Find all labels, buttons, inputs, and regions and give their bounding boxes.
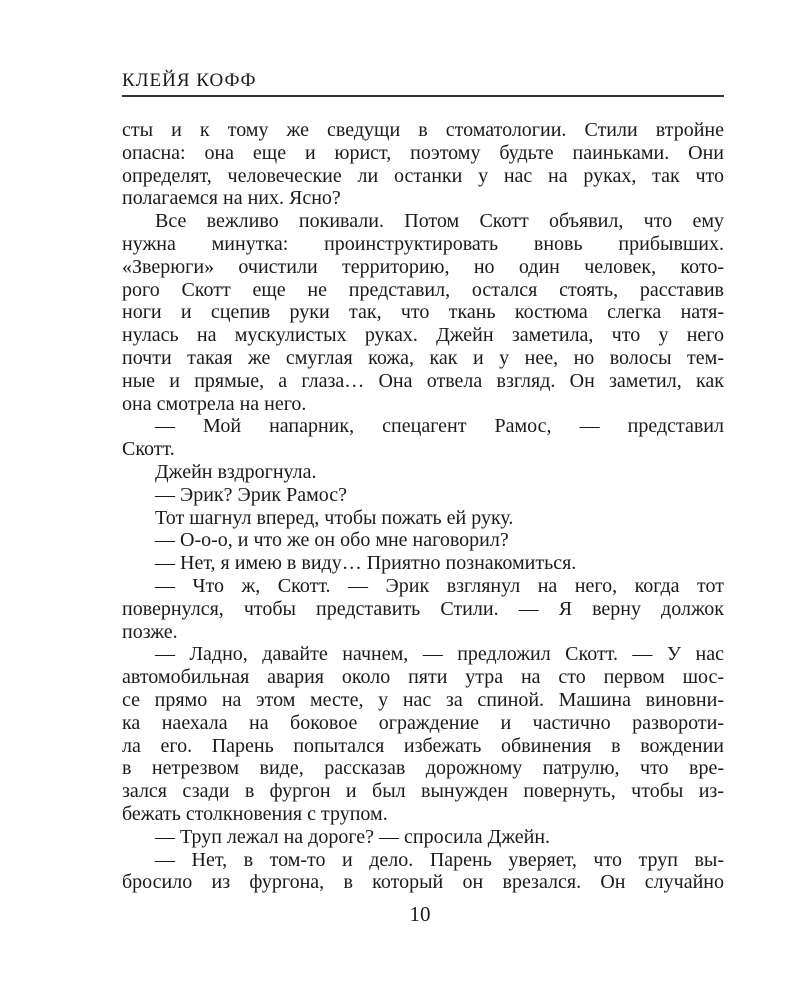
text-line: нулась на мускулистых руках. Джейн заметила, что у него (122, 324, 724, 347)
text-line: зался сзади в фургон и был вынужден повернуть, чтобы из- (122, 780, 724, 803)
text-line: ные и прямые, а глаза… Она отвела взгляд. Он заметил, как (122, 369, 724, 392)
text-line: Все вежливо покивали. Потом Скотт объявил, что ему (155, 210, 724, 233)
text-line: — Нет, я имею в виду… Приятно познакомиться. (155, 552, 577, 575)
page-number: 10 (409, 902, 431, 926)
text-line: определят, человеческие ли останки у нас на руках, так что (122, 164, 724, 187)
text-line: нужна минутка: проинструктировать вновь прибывших. (122, 232, 724, 255)
text-line: ла его. Парень попытался избежать обвинения в вождении (122, 734, 724, 757)
text-line: ка наехала на боковое ограждение и частично развороти- (122, 711, 724, 734)
text-line: — Труп лежал на дороге? — спросила Джейн. (155, 825, 551, 848)
text-line: — Эрик? Эрик Рамос? (155, 483, 348, 506)
running-header (122, 68, 724, 97)
text-line: автомобильная авария около пяти утра на сто первом шос- (122, 666, 724, 689)
text-line: — Мой напарник, спецагент Рамос, — представил (155, 415, 724, 438)
text-line: полагаемся на них. Ясно? (122, 187, 341, 210)
text-line: в нетрезвом виде, рассказав дорожному патрулю, что вре- (122, 757, 724, 780)
text-line: Джейн вздрогнула. (155, 460, 317, 483)
text-line: рого Скотт еще не представил, остался стоять, расставив (122, 278, 724, 301)
text-line: — Нет, в том-то и дело. Парень уверяет, что труп вы- (155, 848, 724, 871)
text-line: Тот шагнул вперед, чтобы пожать ей руку. (155, 506, 514, 529)
text-line: бросило из фургона, в который он врезался. Он случайно (122, 871, 724, 894)
text-line: — О-о-о, и что же он обо мне наговорил? (155, 529, 509, 552)
text-line: се прямо на этом месте, у нас за спиной. Машина виновни- (122, 688, 724, 711)
text-line: «Зверюги» очистили территорию, но один человек, кото- (122, 255, 724, 278)
text-line: опасна: она еще и юрист, поэтому будьте паиньками. Они (122, 141, 724, 164)
text-line: сты и к тому же сведущи в стоматологии. Стили втройне (122, 119, 724, 141)
text-line: — Что ж, Скотт. — Эрик взглянул на него, когда тот (155, 574, 724, 597)
text-line: повернулся, чтобы представить Стили. — Я верну должок (122, 597, 724, 620)
text-line: — Ладно, давайте начнем, — предложил Скотт. — У нас (155, 643, 724, 666)
text-line: почти такая же смуглая кожа, как и у нее, но волосы тем- (122, 346, 724, 369)
text-line: бежать столкновения с трупом. (122, 802, 388, 825)
text-line: Скотт. (122, 438, 175, 461)
text-line: ноги и сцепив руки так, что ткань костюма слегка натя- (122, 301, 724, 324)
text-line: позже. (122, 620, 178, 643)
header-author: КЛЕЙЯ КОФФ (122, 70, 257, 91)
text-line: она смотрела на него. (122, 392, 307, 415)
page-body-text (122, 119, 724, 894)
